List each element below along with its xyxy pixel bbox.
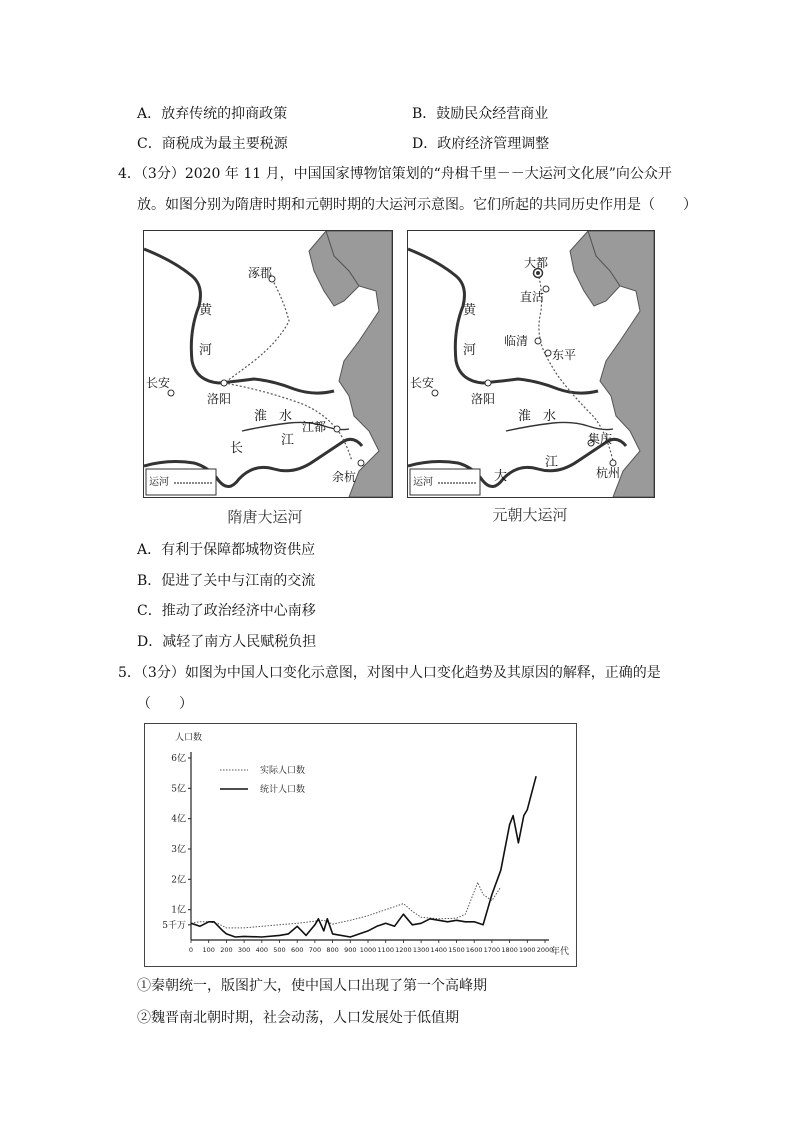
- y-tick-label: 1亿: [171, 905, 186, 916]
- legend-label-canal-r: 运河: [413, 477, 433, 488]
- y-tick-label: 5千万: [162, 920, 186, 931]
- x-tick-label: 300: [237, 946, 251, 954]
- x-tick-label: 1800: [501, 946, 518, 954]
- q5-stem-line1: 5．（3分）如图为中国人口变化示意图，对图中人口变化趋势及其原因的解释，正确的是: [118, 665, 661, 681]
- x-tick-label: 600: [290, 946, 304, 954]
- q5-item-two: ②魏晋南北朝时期，社会动荡，人口发展处于低值期: [137, 1010, 459, 1026]
- x-tick-label: 500: [273, 946, 286, 954]
- q4-option-b: B．促进了关中与江南的交流: [137, 573, 316, 589]
- label-zhigu: 直沽: [520, 290, 545, 304]
- legend-label-canal: 运河: [149, 477, 169, 488]
- label-huang-r: 黄: [463, 303, 477, 318]
- x-tick-label: 0: [188, 946, 194, 954]
- x-tick-label: 1200: [395, 946, 412, 954]
- x-axis-label: 年代: [551, 947, 570, 957]
- x-tick-label: 1000: [359, 946, 377, 954]
- label-changan-r: 长安: [410, 376, 435, 390]
- label-he: 河: [199, 343, 213, 358]
- x-tick-label: 1400: [430, 946, 448, 954]
- x-tick-label: 200: [220, 946, 233, 954]
- map-left-caption: 隋唐大运河: [227, 508, 303, 526]
- label-jiang: 江: [281, 433, 295, 448]
- y-tick-label: 2亿: [171, 875, 186, 886]
- x-tick-label: 1900: [519, 946, 536, 954]
- x-tick-label: 1600: [465, 946, 483, 954]
- q4-option-c: C．推动了政治经济中心南移: [137, 603, 316, 619]
- population-chart-svg: [145, 724, 576, 966]
- q4-stem-line2: 放。如图分别为隋唐时期和元朝时期的大运河示意图。它们所起的共同历史作用是（ ）: [137, 197, 697, 213]
- map-yuan-canal: [407, 230, 655, 498]
- q4-option-a: A．有利于保障都城物资供应: [137, 542, 316, 558]
- label-jiqing: 集庆: [588, 432, 613, 446]
- label-yuhang: 余杭: [332, 470, 357, 484]
- label-he-r: 河: [463, 343, 477, 358]
- map-sui-tang-canal: [143, 230, 393, 498]
- y-tick-label: 6亿: [171, 754, 186, 764]
- label-hangzhou: 杭州: [596, 466, 621, 480]
- q3-option-d: D．政府经济管理调整: [412, 136, 550, 152]
- q5-item-one: ①秦朝统一，版图扩大，使中国人口出现了第一个高峰期: [137, 978, 487, 994]
- label-jiangdu: 江都: [302, 420, 327, 434]
- y-tick-label: 4亿: [171, 814, 186, 825]
- q5-stem-line2: （ ）: [137, 696, 193, 712]
- y-tick-label: 3亿: [171, 845, 186, 855]
- x-tick-label: 400: [255, 946, 269, 954]
- q3-option-c: C．商税成为最主要税源: [137, 136, 288, 152]
- label-changan: 长安: [146, 376, 171, 390]
- x-tick-label: 2000: [536, 946, 554, 954]
- label-dongping: 东平: [552, 348, 577, 362]
- label-luoyang: 洛阳: [207, 392, 232, 406]
- x-tick-label: 900: [344, 946, 357, 954]
- label-da: 大: [494, 469, 508, 484]
- x-tick-label: 1500: [448, 946, 465, 954]
- label-dadu: 大都: [524, 256, 549, 270]
- y-tick-label: 5亿: [171, 784, 186, 795]
- q4-option-d: D．减轻了南方人民赋税负担: [137, 634, 317, 650]
- x-tick-label: 100: [202, 946, 215, 954]
- label-zhuojun: 涿郡: [248, 266, 273, 280]
- x-tick-label: 1100: [377, 946, 394, 954]
- label-huang: 黄: [199, 303, 213, 318]
- label-linqing: 临清: [504, 334, 529, 348]
- x-tick-label: 700: [308, 946, 322, 954]
- label-huai-r: 淮: [518, 409, 532, 424]
- x-tick-label: 800: [326, 946, 339, 954]
- population-chart: [144, 723, 577, 967]
- legend-label: 统计人口数: [260, 785, 306, 795]
- q3-option-a: A．放弃传统的抑商政策: [137, 106, 288, 122]
- label-huai: 淮: [254, 409, 268, 424]
- label-luoyang-r: 洛阳: [471, 392, 496, 406]
- label-shui: 水: [279, 409, 293, 424]
- x-tick-label: 1700: [483, 946, 501, 954]
- q4-stem-line1: 4．（3分）2020 年 11 月，中国国家博物馆策划的“舟楫千里－－大运河文化展”向公众开: [118, 166, 672, 182]
- y-axis-label: 人口数: [175, 733, 203, 743]
- q3-option-b: B．鼓励民众经营商业: [412, 106, 549, 122]
- series-line-statistical: [191, 776, 536, 937]
- label-shui-r: 水: [543, 409, 557, 424]
- legend-label: 实际人口数: [260, 766, 306, 776]
- label-jiang-r: 江: [545, 455, 559, 470]
- label-chang: 长: [230, 441, 244, 456]
- x-tick-label: 1300: [412, 946, 430, 954]
- map-right-caption: 元朝大运河: [492, 506, 568, 524]
